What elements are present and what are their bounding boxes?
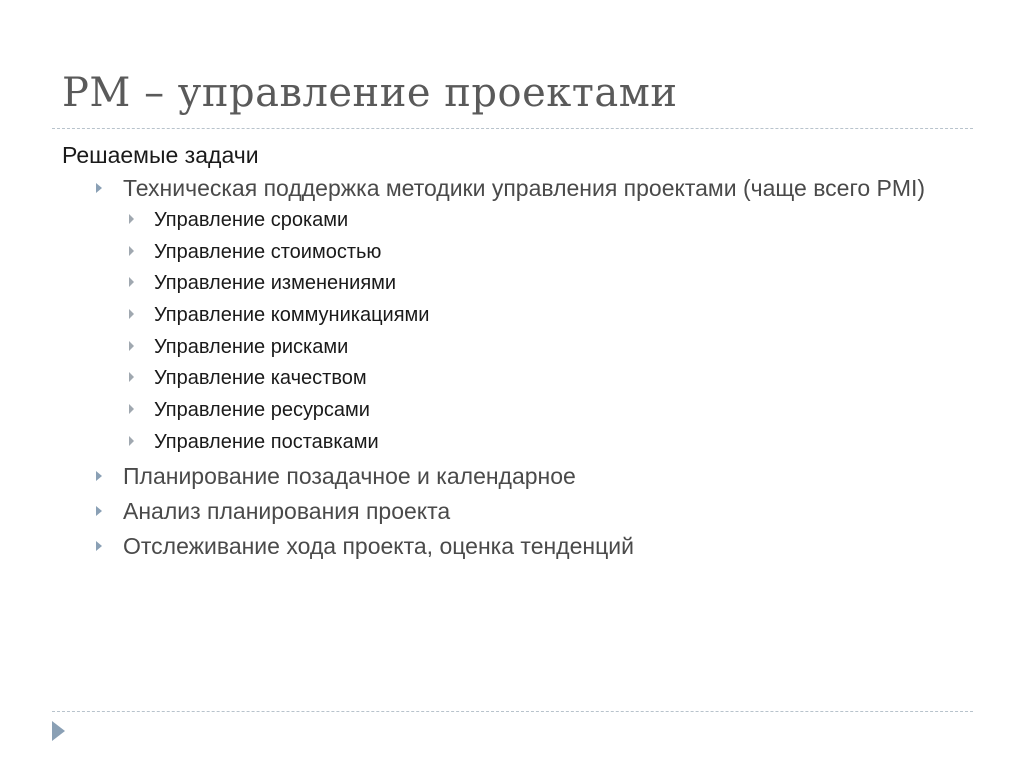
slide-title: PM – управление проектами (62, 70, 678, 116)
sub-list-item (123, 208, 962, 232)
bullet-list (62, 176, 962, 559)
list-item (62, 534, 962, 559)
list-item-text: Техническая поддержка методики управления проектами (чаще всего PMI) (123, 175, 926, 201)
bullet-arrow-icon (129, 372, 134, 382)
bullet-arrow-icon (129, 246, 134, 256)
bullet-arrow-icon (129, 436, 134, 446)
list-item-text: Планирование позадачное и календарное (123, 462, 576, 489)
sub-list-item (123, 430, 962, 454)
list-item (62, 499, 962, 524)
footer-divider (52, 711, 973, 712)
sub-list-item-text: Управление поставками (154, 430, 379, 453)
bullet-arrow-icon (96, 183, 102, 193)
bullet-arrow-icon (96, 541, 102, 551)
sub-bullet-list (123, 208, 962, 454)
sub-list-item (123, 398, 962, 422)
sub-list-item-text: Управление качеством (154, 367, 367, 390)
sub-list-item-text: Управление рисками (154, 335, 349, 358)
sub-list-item-text: Управление изменениями (154, 272, 397, 295)
play-arrow-icon (52, 721, 65, 741)
list-item (62, 176, 962, 454)
sub-list-item (123, 335, 962, 359)
bullet-arrow-icon (129, 341, 134, 351)
sub-list-item-text: Управление коммуникациями (154, 304, 430, 327)
bullet-arrow-icon (96, 506, 102, 516)
section-heading: Решаемые задачи (62, 142, 259, 168)
list-item (62, 464, 962, 489)
bullet-arrow-icon (129, 277, 134, 287)
sub-list-item-text: Управление стоимостью (154, 240, 382, 263)
sub-list-item-text: Управление сроками (154, 209, 349, 231)
title-divider (52, 128, 973, 129)
sub-list-item (123, 240, 962, 264)
sub-list-item (123, 271, 962, 295)
slide-content (62, 140, 962, 569)
bullet-arrow-icon (129, 309, 134, 319)
sub-list-item (123, 366, 962, 390)
sub-list-item (123, 303, 962, 327)
list-item-text: Анализ планирования проекта (123, 497, 451, 524)
sub-list-item-text: Управление ресурсами (154, 399, 370, 422)
bullet-arrow-icon (96, 471, 102, 481)
list-item-text: Отслеживание хода проекта, оценка тенденций (123, 532, 634, 559)
bullet-arrow-icon (129, 214, 134, 224)
bullet-arrow-icon (129, 404, 134, 414)
